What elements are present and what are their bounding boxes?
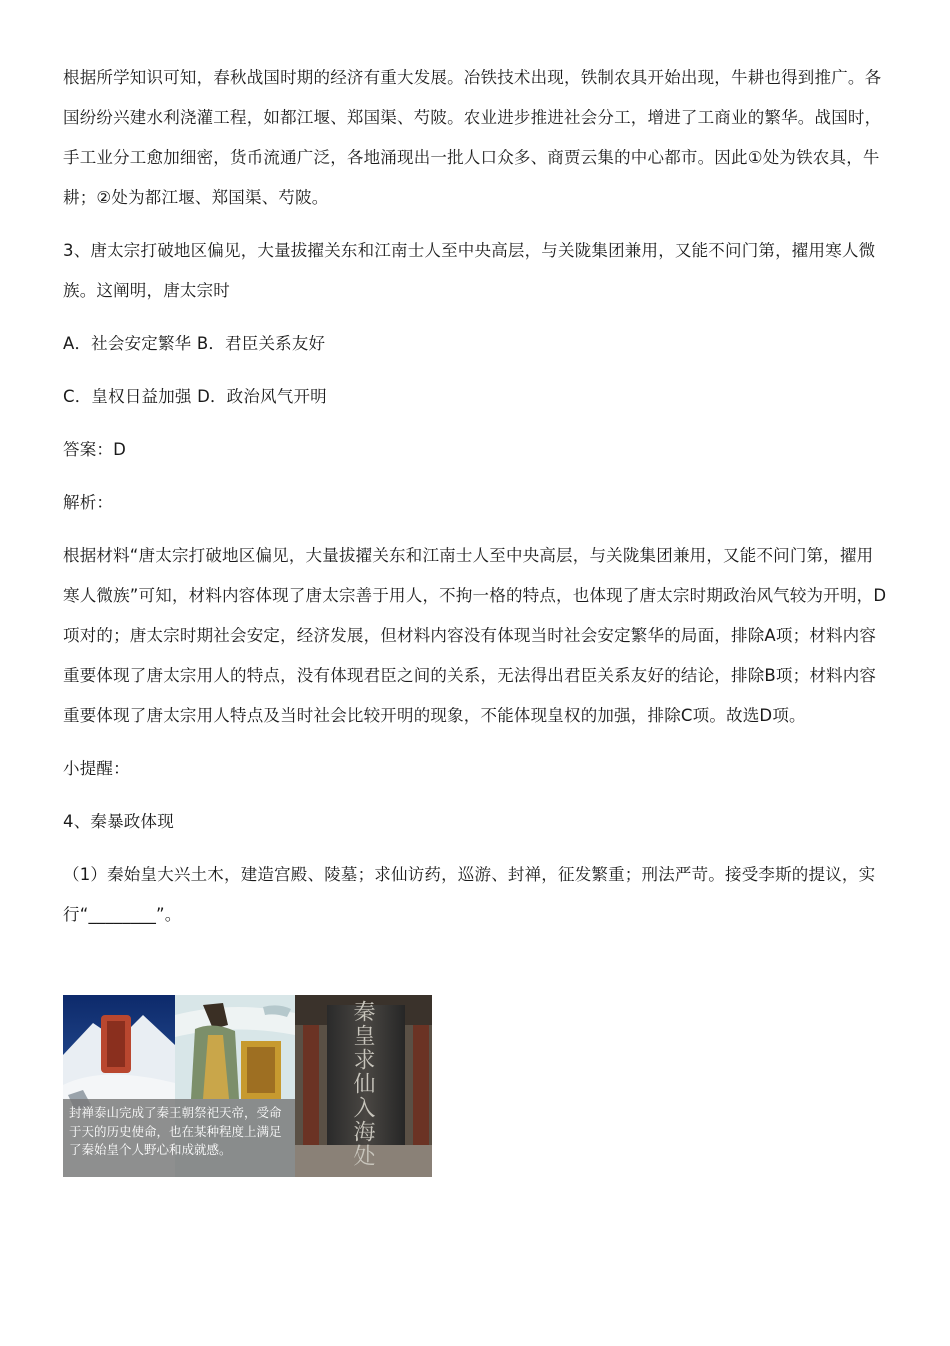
analysis-label: 解析：: [63, 493, 114, 512]
document-body: [63, 58, 889, 935]
qin-illustration: [63, 995, 432, 1177]
question-4-part-1: （1）秦始皇大兴土木，建造宫殿、陵墓；求仙访药，巡游、封禅，征发繁重；刑法严苛。接受李斯的提议，实行“________”。: [63, 865, 876, 924]
question-3-answer: 答案：D: [63, 440, 127, 459]
question-4: 4、秦暴政体现: [63, 812, 174, 831]
question-3-options-ab: A．社会安定繁华 B．君臣关系友好: [63, 334, 326, 353]
paragraph-economy-explanation: 根据所学知识可知，春秋战国时期的经济有重大发展。冶铁技术出现，铁制农具开始出现，牛耕也得到推广。各国纷纷兴建水利浇灌工程，如都江堰、郑国渠、芍陂。农业进步推进社会分工，增进了工商业的繁华。战国时，手工业分工愈加细密，货币流通广泛，各地涌现出一批人口众多、商贾云集的中心都市。因此①处为铁农具，牛耕；②处为都江堰、郑国渠、芍陂。: [63, 68, 882, 207]
tip-label: 小提醒：: [63, 759, 130, 778]
question-3-options-cd: C．皇权日益加强 D．政治风气开明: [63, 387, 327, 406]
analysis-text: 根据材料“唐太宗打破地区偏见，大量拔擢关东和江南士人至中央高层，与关陇集团兼用，又能不问门第，擢用寒人微族”可知，材料内容体现了唐太宗善于用人，不拘一格的特点，也体现了唐太宗时期政治风气较为开明，D项对的；唐太宗时期社会安定，经济发展，但材料内容没有体现当时社会安定繁华的局面，排除A项；材料内容重要体现了唐太宗用人的特点，没有体现君臣之间的关系，无法得出君臣关系友好的结论，排除B项；材料内容重要体现了唐太宗用人特点及当时社会比较开明的现象，不能体现皇权的加强，排除C项。故选D项。: [63, 546, 887, 725]
stele-inscription: 秦皇求仙入海处: [350, 1000, 375, 1168]
question-3: 3、唐太宗打破地区偏见，大量拔擢关东和江南士人至中央高层，与关陇集团兼用，又能不问门第，擢用寒人微族。这阐明，唐太宗时: [63, 241, 876, 300]
illustration-caption: 封禅泰山完成了秦王朝祭祀天帝，受命于天的历史使命，也在某种程度上满足了秦始皇个人野心和成就感。: [63, 1099, 295, 1177]
